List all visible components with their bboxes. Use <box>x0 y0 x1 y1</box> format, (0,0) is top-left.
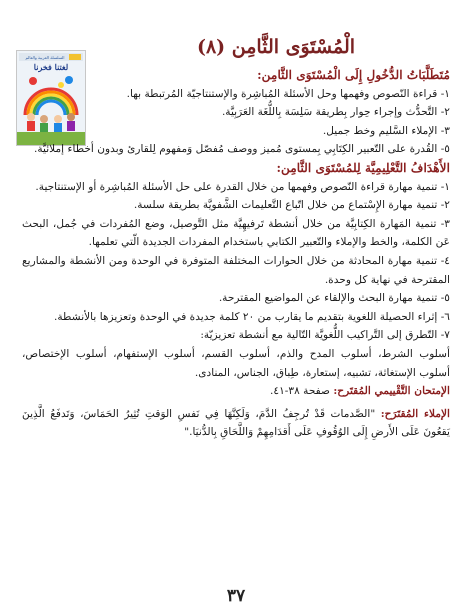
list-item: ٢- التَّحدُّث وإجراء حِوار بِطريقة سَلِسَة بِاللُّغَة العَرَبِيَّة. <box>221 106 450 119</box>
section-heading-learning-objectives: الأَهْدَافُ التَّعْلِيمِيَّة لِلمُسْتَوَى الثَّامِن: <box>276 160 450 175</box>
page-title: الْمُسْتَوَى الثَّامِن (٨) <box>196 36 356 58</box>
list-item: أسلوب الشرط، أسلوب المدح والذم، أسلوب القسم، أسلوب الإستفهام، أسلوب الإختصاص، أسلوب الإستغاثة، تشبيه، إستعارة، طِباق، الجناس، المنادى. <box>22 347 450 379</box>
list-item: ٤- تنمية مهارة المحادثة من خلال الحوارات المختلفة المتوفرة في الوحدة ومن الأنشطة والمشاريع المقترحة في نهاية كل وحدة. <box>22 254 450 286</box>
dictation-text: "الصَّدمات قَدْ تُرجِفُ الدَّمَ، وَلَكِنَّهَا فِي نَفسِ الوَقتِ تُثِيرُ الحَمَاسَ، وَتَدفَعُ الَّذِينَ يَقعُونَ عَلَى الأَرضِ إِلَى الوُقُوفِ عَلَى أَقدَامِهِمْ وَاللَّحَاقِ بِالدُّنيَا." <box>22 407 450 439</box>
exam-pages: صفحة ٣٨-٤١. <box>270 385 331 398</box>
list-item: ٧- التّطرق إلى التَّراكيب اللُّغويَّة التّالية مع أنشطة تعزيزيّة: <box>200 329 450 342</box>
list-item: ١- قراءة النّصوص وفهمها وحل الأسئلة المُباشِرة والإستنتاجيّة المُرتبطة بها. <box>126 87 450 100</box>
list-item: ٣- تنمية المَهارة الكِتابِيَّة من خلال أنشطة تَرفيهِيَّة مثل التَّوصيل، وضع المُفردات في جُمل، البحث عَن الكلمة، والخط والإملاء والتّعبير الكتابي باستخدام المفردات الجديدة الّتي تعلمها. <box>22 217 450 249</box>
exam-line <box>22 382 450 401</box>
section-heading-entry-requirements: مُتَطَلَّبَاتُ الدُّخُولِ إِلَى الْمُسْتَوَى الثَّامِن: <box>257 68 450 82</box>
exam-label: الإمتحان التَّقْييمي المُقتَرح: <box>333 385 450 398</box>
list-item: ٢- تنمية مهارة الإِسْتماع من خلال اتّباع التَّعليمات الشَّفويَّة بطريقة سلسة. <box>133 199 450 212</box>
cover-subtitle: السلسلة العربية والعالم <box>25 55 65 60</box>
cover-title: لغتنا فخرنا <box>33 62 69 72</box>
list-item: ٦- إثراء الحصيلة اللغوية بتقديم ما يقارب من ٢٠ كلمة جديدة في الوحدة وتعزيزها بالأنشطة. <box>54 310 450 323</box>
page-number: ٣٧ <box>226 586 246 606</box>
list-item: ٣- الإملاء السَّليم وخط جميل. <box>322 124 450 137</box>
content-body <box>22 66 450 442</box>
list-item: ١- تنمية مهارة قراءة النّصوص وفهمها من خلال القدرة على حل الأسئلة المُباشِرة أو الإستنتاجية. <box>35 180 450 193</box>
dictation-paragraph <box>22 405 450 442</box>
dictation-label: الإملاء المُقتَرَح: <box>380 407 450 420</box>
list-item: ٥- تنمية مهارة البحث والإلقاء عن المواضيع المقترحة. <box>218 292 450 305</box>
list-item: ٥- القُدرة على التّعبير الكِتَابِي بِمستوى مُميز ووصف مُفصّل وَمفهوم لِلقارئ وبدون أخطاء إملائيَّة. <box>33 143 450 156</box>
